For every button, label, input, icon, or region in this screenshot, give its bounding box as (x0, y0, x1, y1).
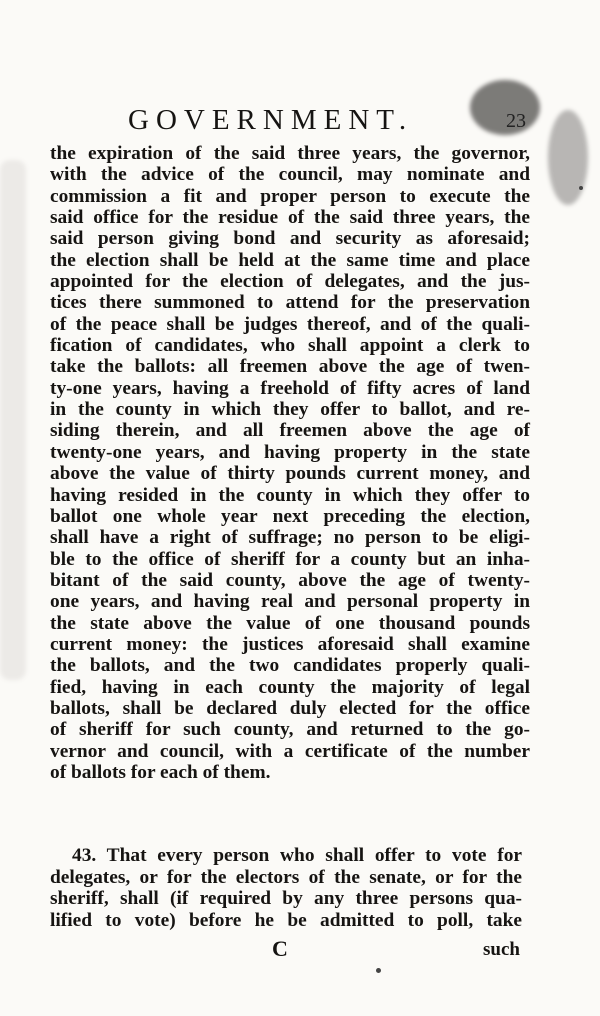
text-line: having resided in the county in which they offer to (50, 484, 530, 506)
text-line: vernor and council, with a certificate of the number (50, 740, 530, 762)
paragraph-section-43 (50, 845, 522, 931)
ink-smudge (548, 110, 588, 205)
paragraph-body (50, 143, 530, 783)
ink-smudge (470, 80, 540, 135)
text-line: bitant of the said county, above the age of twenty- (50, 569, 530, 591)
text-line: sheriff, shall (if required by any three persons qua- (50, 888, 522, 910)
text-line: siding therein, and all freemen above the age of (50, 420, 530, 442)
text-line: of ballots for each of them. (50, 761, 271, 783)
text-line: the expiration of the said three years, the governor, (50, 143, 530, 164)
text-line: 43. That every person who shall offer to vote for (72, 845, 522, 866)
text-line: of the peace shall be judges thereof, and of the quali- (50, 313, 530, 335)
text-line: appointed for the election of delegates, and the jus- (50, 271, 530, 293)
text-line: ballot one whole year next preceding the election, (50, 505, 530, 527)
text-line: fication of candidates, who shall appoint a clerk to (50, 335, 530, 357)
text-line: of sheriff for such county, and returned to the go- (50, 719, 530, 741)
text-line: the state above the value of one thousand pounds (50, 612, 530, 634)
text-line: with the advice of the council, may nominate and (50, 164, 530, 186)
paper-shadow (0, 160, 26, 680)
text-line: lified to vote) before he be admitted to poll, take (50, 909, 522, 931)
text-line: commission a fit and proper person to execute the (50, 185, 530, 207)
text-line: above the value of thirty pounds current money, and (50, 463, 530, 485)
text-line: take the ballots: all freemen above the age of twen- (50, 356, 530, 378)
page-number: 23 (506, 110, 526, 132)
text-line: the ballots, and the two candidates properly quali- (50, 655, 530, 677)
signature-mark: C (272, 936, 288, 961)
running-head: GOVERNMENT. (128, 104, 414, 136)
ink-speck (579, 186, 583, 190)
text-line: ty-one years, having a freehold of fifty acres of land (50, 377, 530, 399)
text-line: shall have a right of suffrage; no person to be eligi- (50, 527, 530, 549)
text-line: the election shall be held at the same time and place (50, 249, 530, 271)
text-line: tices there summoned to attend for the preservation (50, 292, 530, 314)
text-line: one years, and having real and personal property in (50, 591, 530, 613)
catchword: such (483, 939, 520, 960)
text-line: twenty-one years, and having property in the state (50, 441, 530, 463)
text-line: said person giving bond and security as aforesaid; (50, 228, 530, 250)
text-line: delegates, or for the electors of the senate, or for the (50, 866, 522, 888)
ink-speck (376, 968, 381, 973)
text-line: ble to the office of sheriff for a county but an inha- (50, 548, 530, 570)
text-line: said office for the residue of the said three years, the (50, 207, 530, 229)
text-line: in the county in which they offer to ballot, and re- (50, 399, 530, 421)
text-line: current money: the justices aforesaid shall examine (50, 633, 530, 655)
text-line: fied, having in each county the majority of legal (50, 676, 530, 698)
text-line: ballots, shall be declared duly elected for the office (50, 697, 530, 719)
